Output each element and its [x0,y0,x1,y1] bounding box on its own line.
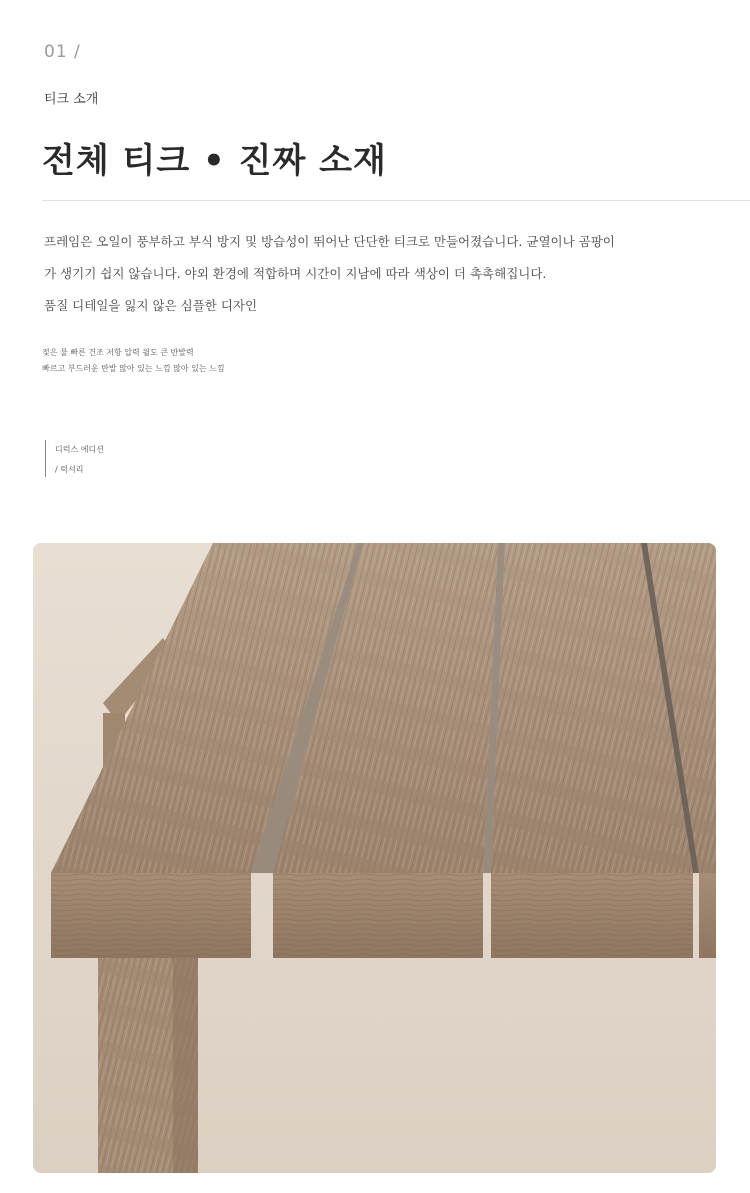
paragraph-line-1: 프레임은 오일이 풍부하고 부식 방지 및 방습성이 뛰어난 단단한 티크로 만들어졌습니다. 균열이나 곰팡이 [44,234,615,249]
plank-4-end [699,873,716,958]
section-subtitle: 티크 소개 [44,92,99,107]
divider [42,200,750,201]
teak-table-photo [33,543,716,1173]
edition-note-line-1: 디럭스 에디션 [55,445,104,454]
edition-note [45,440,104,477]
page-title: 전체 티크 • 진짜 소재 [42,141,387,181]
edition-note-line-2: / 럭셔리 [55,465,84,474]
small-text-line-2: 빠르고 부드러운 반발 많아 있는 느낌 많아 있는 느낌 [42,364,225,373]
teak-table-illustration [33,543,716,1173]
paragraph-line-2: 가 생기기 쉽지 않습니다. 야외 환경에 적합하며 시간이 지남에 따라 색상이 더 촉촉해집니다. [44,266,547,281]
section-number: 01 / [44,42,81,62]
paragraph-line-3: 품질 디테일을 잃지 않은 심플한 디자인 [44,298,258,313]
small-text-line-1: 젖은 물 빠른 건조 저항 압력 윌도 큰 반발력 [42,348,194,357]
